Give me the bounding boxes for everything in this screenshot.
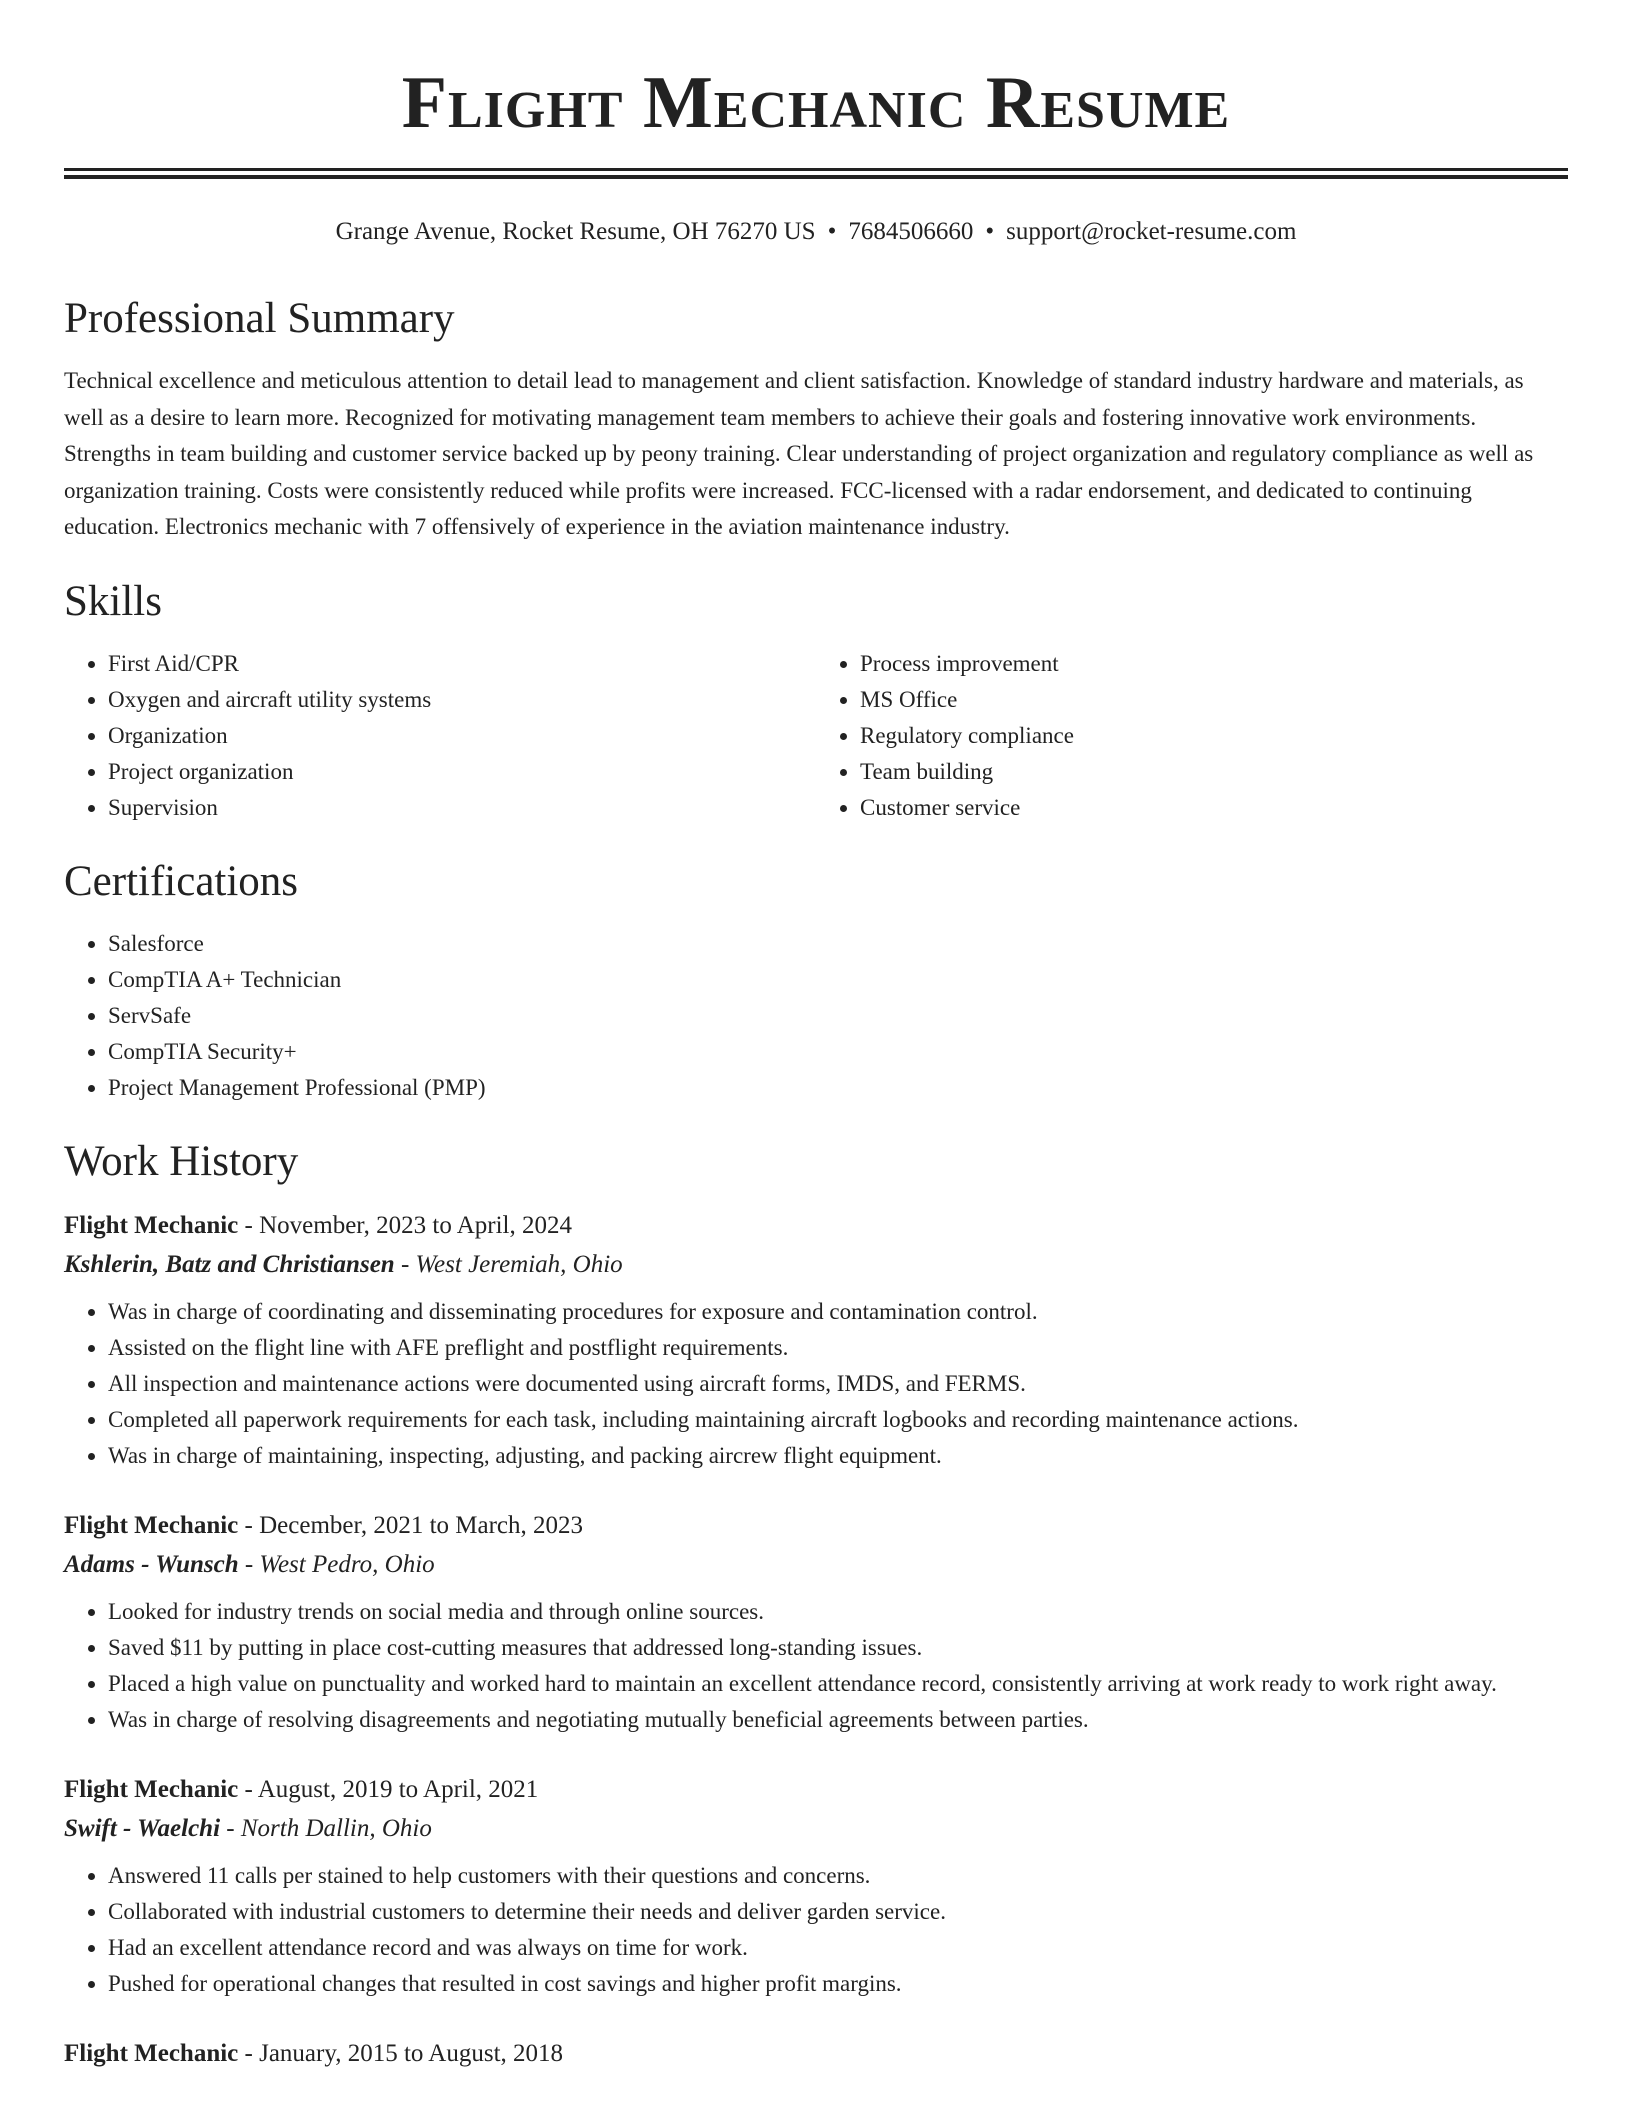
- summary-text: Technical excellence and meticulous attention to detail lead to management and client satisfaction. Knowledge of standard industry hardware and materials, as well as a desire to learn more. Recognized for motivating management team members to achieve their goals and fostering innovative work environments. Strengths in team building and customer service backed up by peony training. Clear understanding of project organization and regulatory compliance as well as organization training. Costs were consistently reduced while profits were increased. FCC-licensed with a radar endorsement, and dedicated to continuing education. Electronics mechanic with 7 offensively of experience in the aviation maintenance industry.: [64, 368, 1534, 539]
- skill-item: • MS Office: [860, 682, 1568, 718]
- job-location: - West Jeremiah, Ohio: [394, 1250, 623, 1278]
- certification-item: • Salesforce: [108, 926, 1568, 962]
- job-dates: - January, 2015 to August, 2018: [238, 2039, 564, 2067]
- job-company: Swift - Waelchi: [64, 1814, 221, 1842]
- certifications-heading: Certifications: [64, 857, 299, 905]
- job-bullet: • Answered 11 calls per stained to help customers with their questions and concerns.: [108, 1858, 1568, 1894]
- skill-item: • Regulatory compliance: [860, 718, 1568, 754]
- job-company: Kshlerin, Batz and Christiansen: [64, 1250, 395, 1278]
- skill-item: • Supervision: [108, 790, 816, 826]
- job-title: Flight Mechanic: [64, 2039, 239, 2067]
- skills-columns: [64, 646, 1568, 826]
- skills-section: [64, 572, 1568, 826]
- contact-line: [64, 212, 1568, 252]
- contact-address: Grange Avenue, Rocket Resume, OH 76270 US: [335, 218, 816, 245]
- job-title: Flight Mechanic: [64, 1511, 239, 1539]
- summary-heading: Professional Summary: [64, 295, 455, 342]
- job-bullets: [64, 1858, 1568, 2002]
- job-header: [64, 1770, 1568, 1809]
- job-bullet: • Completed all paperwork requirements for each task, including maintaining aircraft logbooks and recording maintenance actions.: [108, 1402, 1568, 1438]
- job-employer: [64, 1245, 1568, 1284]
- certification-item: • CompTIA A+ Technician: [108, 962, 1568, 998]
- skill-item: • Team building: [860, 754, 1568, 790]
- job-employer: [64, 1545, 1568, 1584]
- job-bullets: [64, 1594, 1568, 1738]
- job-header: [64, 1206, 1568, 1245]
- certifications-list: [64, 926, 1568, 1106]
- job-title: Flight Mechanic: [64, 1211, 239, 1239]
- contact-email: support@rocket-resume.com: [1006, 218, 1297, 245]
- skill-item: • Process improvement: [860, 646, 1568, 682]
- certification-item: • CompTIA Security+: [108, 1034, 1568, 1070]
- resume-content: [64, 289, 1568, 2105]
- job-company: Adams - Wunsch: [64, 1550, 239, 1578]
- job-location: - North Dallin, Ohio: [220, 1814, 432, 1842]
- job-bullet: • Had an excellent attendance record and was always on time for work.: [108, 1930, 1568, 1966]
- job-bullet: • Was in charge of coordinating and disseminating procedures for exposure and contamination control.: [108, 1294, 1568, 1330]
- work-history-section: [64, 1132, 1568, 2073]
- job-dates: - December, 2021 to March, 2023: [238, 1511, 584, 1539]
- contact-separator: •: [985, 218, 995, 245]
- job-dates: - August, 2019 to April, 2021: [238, 1775, 539, 1803]
- title-divider-top: [64, 168, 1568, 171]
- job-entry: [64, 1206, 1568, 1474]
- job-bullet: • Was in charge of maintaining, inspecting, adjusting, and packing aircrew flight equipment.: [108, 1438, 1568, 1474]
- job-entry: [64, 1506, 1568, 1738]
- skills-heading: Skills: [64, 577, 162, 625]
- contact-separator: •: [827, 218, 837, 245]
- job-bullet: • All inspection and maintenance actions were documented using aircraft forms, IMDS, and FERMS.: [108, 1366, 1568, 1402]
- job-bullets: [64, 1294, 1568, 1474]
- job-bullet: • Saved $11 by putting in place cost-cutting measures that addressed long-standing issues.: [108, 1630, 1568, 1666]
- job-location: - West Pedro, Ohio: [238, 1550, 435, 1578]
- certification-item: • Project Management Professional (PMP): [108, 1070, 1568, 1106]
- job-title: Flight Mechanic: [64, 1775, 239, 1803]
- job-entry: [64, 1770, 1568, 2002]
- job-dates: - November, 2023 to April, 2024: [238, 1211, 572, 1239]
- job-bullet: • Pushed for operational changes that resulted in cost savings and higher profit margins.: [108, 1966, 1568, 2002]
- contact-phone: 7684506660: [848, 218, 974, 245]
- job-header: [64, 1506, 1568, 1545]
- skill-item: • Project organization: [108, 754, 816, 790]
- certification-item: • ServSafe: [108, 998, 1568, 1034]
- skill-item: • First Aid/CPR: [108, 646, 816, 682]
- job-entry: [64, 2034, 1568, 2073]
- skills-list-right: [816, 646, 1568, 826]
- skill-item: • Organization: [108, 718, 816, 754]
- job-header: [64, 2034, 1568, 2073]
- job-bullet: • Looked for industry trends on social media and through online sources.: [108, 1594, 1568, 1630]
- certifications-section: [64, 852, 1568, 1106]
- summary-section: [64, 289, 1568, 546]
- job-bullet: • Assisted on the flight line with AFE preflight and postflight requirements.: [108, 1330, 1568, 1366]
- title-divider-bottom: [64, 175, 1568, 179]
- skills-list-left: [64, 646, 816, 826]
- skill-item: • Oxygen and aircraft utility systems: [108, 682, 816, 718]
- job-bullet: • Placed a high value on punctuality and worked hard to maintain an excellent attendance record, consistently arriving at work ready to work right away.: [108, 1666, 1568, 1702]
- work-history-heading: Work History: [64, 1137, 299, 1185]
- skill-item: • Customer service: [860, 790, 1568, 826]
- resume-title: Flight Mechanic Resume: [401, 62, 1231, 144]
- job-bullet: • Was in charge of resolving disagreements and negotiating mutually beneficial agreements between parties.: [108, 1702, 1568, 1738]
- job-bullet: • Collaborated with industrial customers to determine their needs and deliver garden service.: [108, 1894, 1568, 1930]
- job-employer: [64, 1809, 1568, 1848]
